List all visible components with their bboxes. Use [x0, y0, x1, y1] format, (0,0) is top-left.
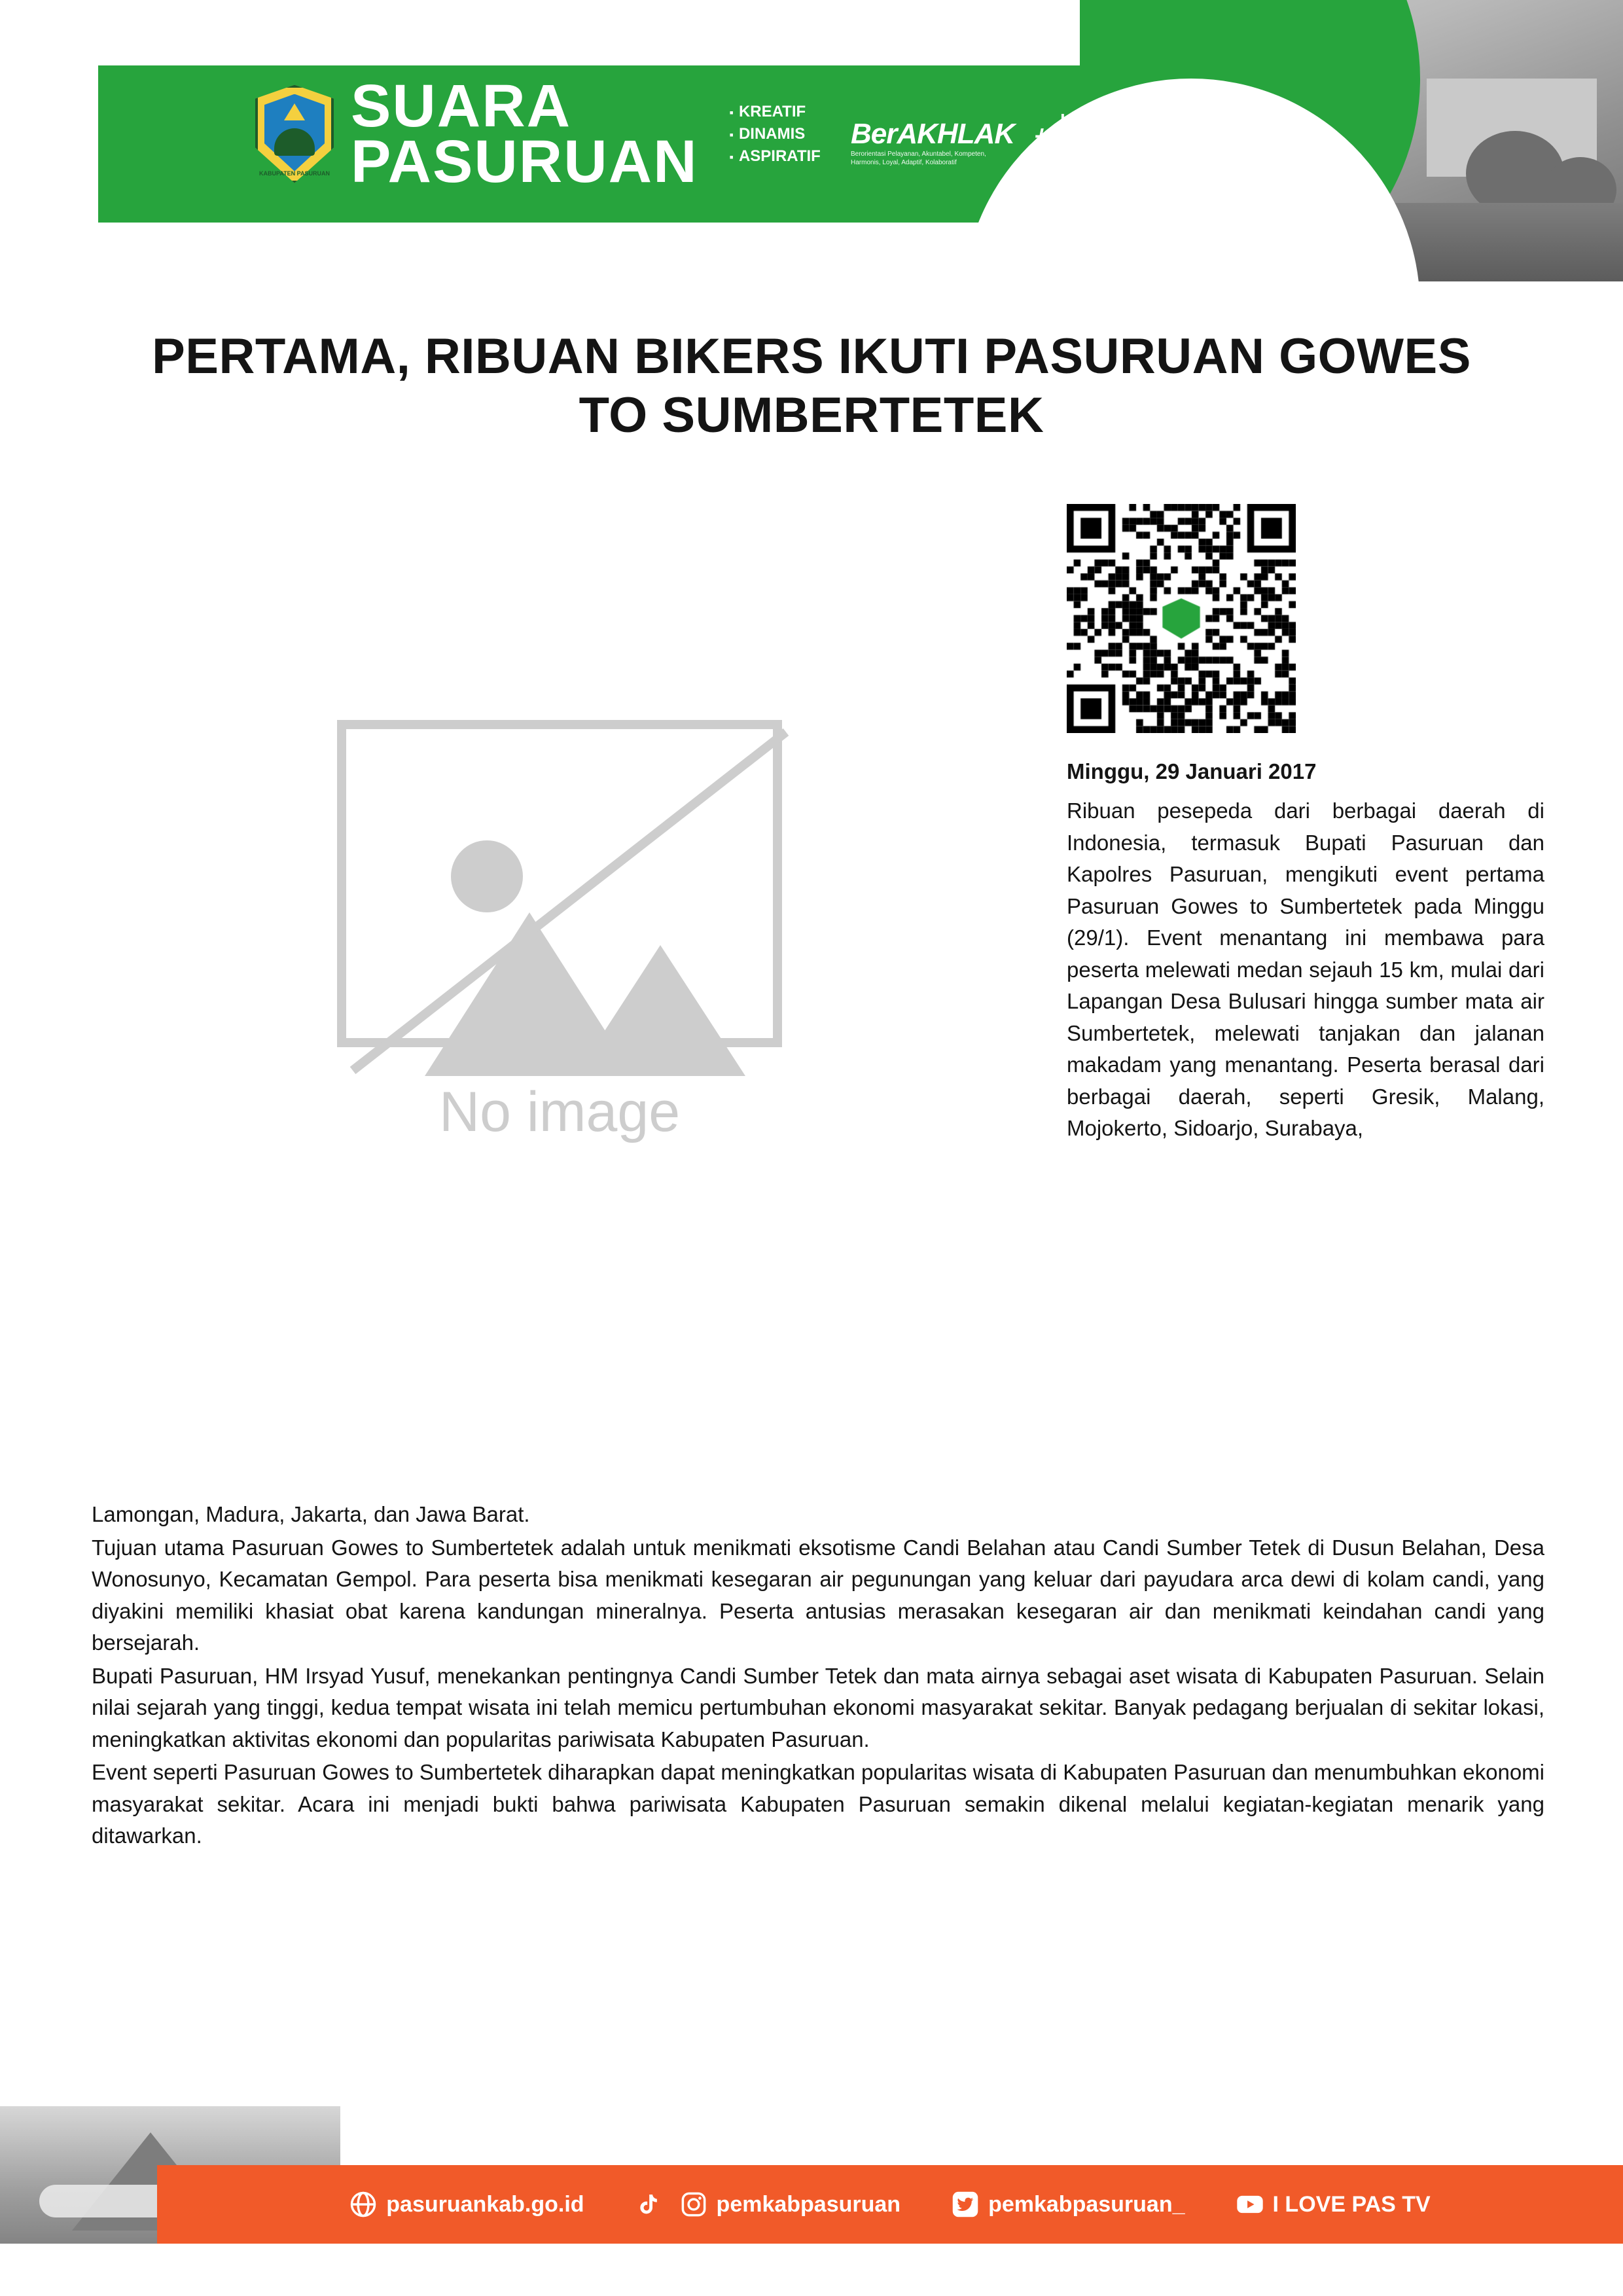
- bangga-line2: melayani: [1060, 130, 1139, 151]
- page-title: PERTAMA, RIBUAN BIKERS IKUTI PASURUAN GOWES TO SUMBERTETEK: [152, 329, 1471, 443]
- brand-logo: [255, 73, 821, 195]
- berakhlak-subtitle: Berorientasi Pelayanan, Akuntabel, Kompeten, Harmonis, Loyal, Adaptif, Kolaboratif: [851, 151, 986, 166]
- hash-icon: #: [1034, 120, 1054, 160]
- tagline-item-3: ▪ ASPIRATIF: [730, 145, 821, 168]
- tiktok-icon: [635, 2191, 663, 2218]
- footer-youtube-link[interactable]: [1236, 2191, 1431, 2218]
- berakhlak-logo: [851, 118, 1014, 167]
- footer-twitter-label: pemkabpasuruan_: [988, 2191, 1185, 2217]
- article-date: Minggu, 29 Januari 2017: [1067, 759, 1317, 783]
- article-image-placeholder: [301, 681, 818, 1198]
- brand-tagline: [730, 101, 821, 168]
- pasuruan-crest-icon: [255, 85, 334, 183]
- footer-youtube-label: I LOVE PAS TV: [1272, 2191, 1431, 2217]
- footer-instagram-link[interactable]: [680, 2191, 901, 2218]
- footer-twitter-link[interactable]: [952, 2191, 1185, 2218]
- page-footer: [0, 2106, 1623, 2296]
- youtube-icon: [1236, 2191, 1264, 2218]
- footer-social-links: [157, 2165, 1623, 2244]
- article-paragraph: Event seperti Pasuruan Gowes to Sumbertetek diharapkan dapat meningkatkan popularitas wisata di Kabupaten Pasuruan dan menumbuhkan ekonomi masyarakat sekitar. Acara ini menjadi bukti bahwa pariwisata Kabupaten Pasuruan semakin dikenal melalui kegiatan-kegiatan menarik yang ditawarkan.: [92, 1760, 1544, 1848]
- no-image-label: No image: [438, 1081, 681, 1143]
- bangga-line1: bangga: [1060, 111, 1126, 131]
- instagram-icon: [680, 2191, 707, 2218]
- globe-icon: [349, 2191, 377, 2218]
- wordmark: [351, 73, 698, 195]
- tagline-item-1: ▪ KREATIF: [730, 101, 821, 123]
- footer-tiktok-link[interactable]: [635, 2191, 663, 2218]
- crest-ribbon-label: KABUPATEN PASURUAN: [259, 170, 330, 177]
- tagline-item-2: ▪ DINAMIS: [730, 123, 821, 145]
- article-body: [92, 1499, 1544, 1854]
- article-paragraph: Lamongan, Madura, Jakarta, dan Jawa Barat.: [92, 1502, 530, 1526]
- footer-website-label: pasuruankab.go.id: [386, 2191, 584, 2217]
- article-lead-paragraph: Ribuan pesepeda dari berbagai daerah di Indonesia, termasuk Bupati Pasuruan dan Kapolres Pasuruan, mengikuti event pertama Pasuruan Gowes to Sumbertetek pada Minggu (29/1). Event menantang ini membawa para peserta melewati medan sejauh 15 km, mulai dari Lapangan Desa Bulusari hingga sumber mata air Sumbertetek, melewati tanjakan dan jalanan makadam yang menantang. Peserta berasal dari berbagai daerah, seperti Gresik, Malang, Mojokerto, Sidoarjo, Surabaya,: [1067, 798, 1544, 1140]
- footer-instagram-label: pemkabpasuruan: [716, 2191, 901, 2217]
- page-header: [0, 0, 1623, 281]
- twitter-icon: [952, 2191, 979, 2218]
- wordmark-line1: SUARA: [351, 73, 572, 139]
- image-frame-icon: [337, 720, 782, 1047]
- article-paragraph: Bupati Pasuruan, HM Irsyad Yusuf, menekankan pentingnya Candi Sumber Tetek dan mata airnya sebagai aset wisata di Kabupaten Pasuruan. Selain nilai sejarah yang tinggi, kedua tempat wisata ini telah memicu pertumbuhan ekonomi masyarakat sekitar. Banyak pedagang berjualan di sekitar lokasi, meningkatkan aktivitas ekonomi dan popularitas pariwisata Kabupaten Pasuruan.: [92, 1663, 1544, 1751]
- berakhlak-label: BerAKHLAK: [851, 118, 1015, 150]
- bangga-line3: bangsa: [1060, 149, 1125, 170]
- wordmark-line2: PASURUAN: [351, 128, 698, 195]
- footer-website-link[interactable]: [349, 2191, 584, 2218]
- bangga-melayani-bangsa-logo: [1034, 111, 1139, 170]
- article-paragraph: Tujuan utama Pasuruan Gowes to Sumbertetek adalah untuk menikmati eksotisme Candi Belahan atau Candi Sumber Tetek di Dusun Belahan, Desa Wonosunyo, Kecamatan Gempol. Para peserta bisa menikmati kesegaran air pegunungan yang keluar dari payudara arca dewi di kolam candi, yang diyakini memiliki khasiat obat karena kandungan mineralnya. Peserta antusias merasakan kesegaran air dan menikmati keindahan candi yang bersejarah.: [92, 1535, 1544, 1655]
- qr-code: [1067, 504, 1296, 733]
